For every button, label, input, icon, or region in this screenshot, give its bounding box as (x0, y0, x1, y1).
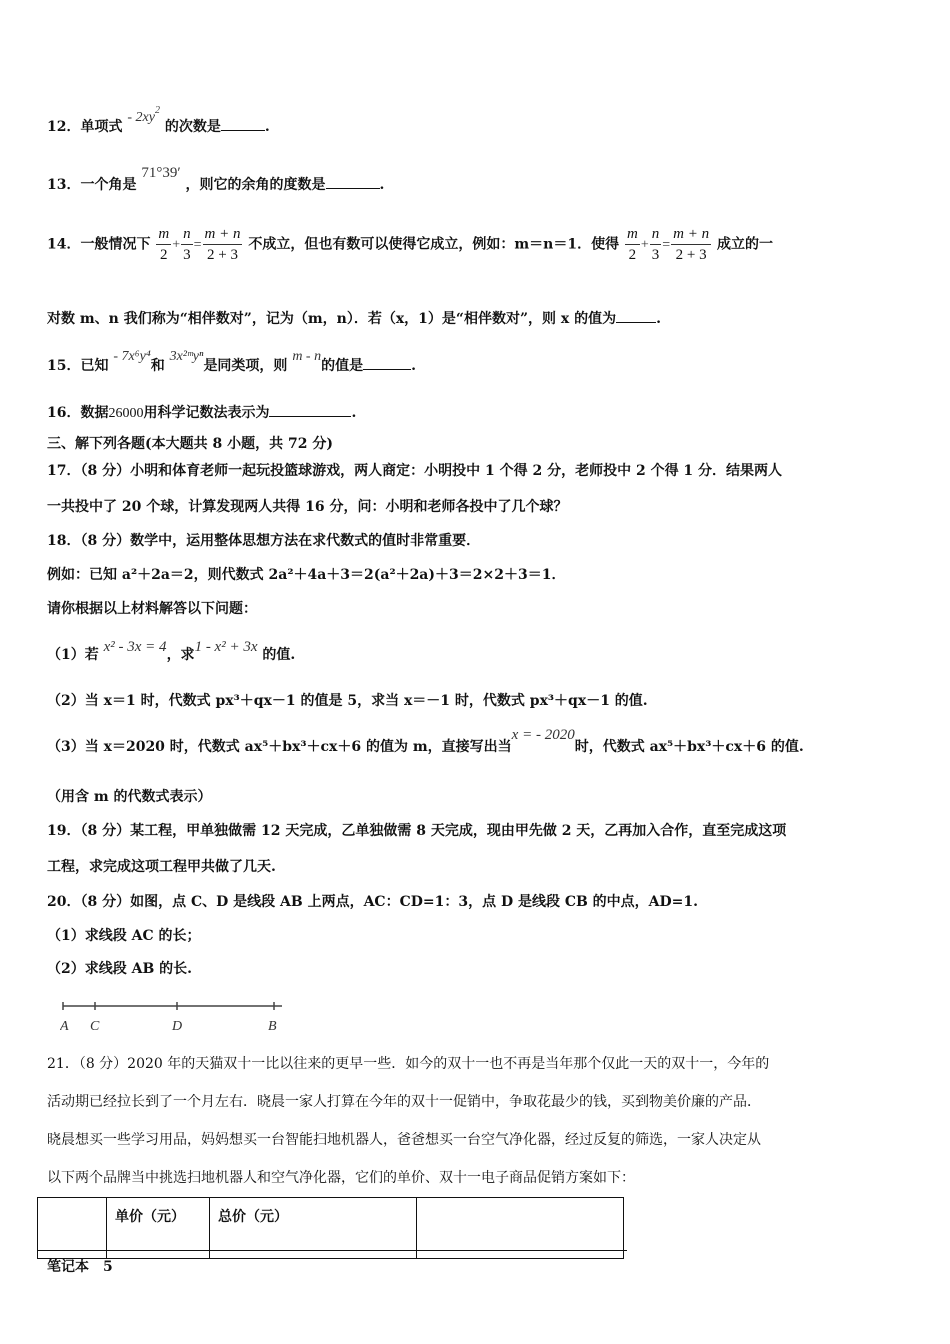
answer-blank (363, 355, 411, 370)
label-a: A (60, 1019, 69, 1034)
question-21-line-2: 活动期已经拉长到了一个月左右．晓晨一家人打算在今年的双十一促销中，争取花最少的钱，买到物美价廉的产品． (47, 1094, 761, 1110)
condition-expression: x = - 2020 (511, 727, 575, 743)
question-18-part-2: （2）当 x＝1 时，代数式 px³＋qx－1 的值是 5，求当 x＝－1 时，代数式 px³＋qx－1 的值. (47, 693, 648, 709)
fraction-n-over-3: $\frac{n}{3}$ (183, 226, 191, 263)
question-21-line-4: 以下两个品牌当中挑选扫地机器人和空气净化器，它们的单价、双十一电子商品促销方案如下： (47, 1170, 635, 1186)
label-c: C (90, 1019, 100, 1034)
table-header-cell: 单价（元） (107, 1198, 210, 1259)
question-18-part-3-note: （用含 m 的代数式表示） (47, 789, 212, 805)
angle-value: 71°39′ (141, 165, 181, 181)
question-20-part-1: （1）求线段 AC 的长； (47, 928, 201, 944)
answer-blank (221, 116, 265, 131)
expression-m-minus-n: m - n (292, 349, 322, 364)
answer-blank (616, 308, 656, 323)
target-expression: 1 - x² + 3x (194, 639, 258, 655)
question-20: 20．（8 分）如图，点 C、D 是线段 AB 上两点，AC：CD=1：3，点 D 是线段 CB 的中点，AD=1. (47, 894, 699, 910)
line-segment-diagram (60, 1000, 285, 1036)
section-3-heading: 三、解下列各题(本大题共 8 小题，共 72 分) (47, 436, 333, 452)
fraction-m-over-2: $\frac{m}{2}$ (158, 226, 170, 263)
monomial-expression: - 2xy (127, 110, 155, 125)
question-12: 12．单项式 - $2xy^2$ 的次数是 . (47, 105, 270, 135)
question-21: 21．（8 分）2020 年的天猫双十一比以往来的更早一些．如今的双十一也不再是当年那个仅此一天的双十一，今年的 (47, 1056, 770, 1072)
question-18-part-3: （3）当 x＝2020 时，代数式 ax⁵＋bx³＋cx＋6 的值为 m，直接写出当x = - 2020时，代数式 ax⁵＋bx³＋cx＋6 的值. (47, 727, 804, 755)
question-14: 14．一般情况下 $\frac{m}{2}$ + $\frac{n}{3}$ = $\frac{m + n}{2 + 3}$ 不成立，但也有数可以使得它成立，例如：m＝n＝1．使得 $\frac{m}{2}$ + $\frac{n}{3}$ = $\frac{m + n}{2 + 3}$ 成立的一 (47, 226, 773, 263)
fraction-sum: $\frac{m + n}{2 + 3}$ (204, 226, 241, 263)
term-2: 3x²ᵐyⁿ (169, 349, 204, 364)
monomial-exponent: 2 (154, 105, 160, 116)
condition-expression: x² - 3x = 4 (103, 639, 167, 655)
fraction-n-over-3: $\frac{n}{3}$ (651, 226, 660, 263)
table-bottom-border (37, 1250, 627, 1251)
table-row-label: 笔记本 5 (47, 1259, 113, 1275)
fraction-m-over-2: $\frac{m}{2}$ (626, 226, 638, 263)
label-d: D (172, 1019, 183, 1034)
question-18-example: 例如：已知 a²＋2a＝2，则代数式 2a²＋4a＋3＝2(a²＋2a)＋3＝2×2＋3＝1． (47, 567, 566, 583)
question-20-part-2: （2）求线段 AB 的长. (47, 961, 193, 977)
question-19: 19．（8 分）某工程，甲单独做需 12 天完成，乙单独做需 8 天完成，现由甲先做 2 天，乙再加入合作，直至完成这项 (47, 823, 787, 839)
answer-blank (326, 174, 380, 189)
question-17: 17．（8 分）小明和体育老师一起玩投篮球游戏，两人商定：小明投中 1 个得 2 分，老师投中 2 个得 1 分．结果两人 (47, 463, 783, 479)
data-number: 26000 (108, 406, 144, 421)
question-17-line-2: 一共投中了 20 个球，计算发现两人共得 16 分，问：小明和老师各投中了几个球？ (47, 499, 568, 515)
question-18: 18．（8 分）数学中，运用整体思想方法在求代数式的值时非常重要． (47, 533, 481, 549)
label-b: B (268, 1019, 277, 1034)
question-18-part-1: （1）若 x² - 3x = 4，求1 - x² + 3x 的值. (47, 639, 296, 663)
question-21-line-3: 晓晨想买一些学习用品，妈妈想买一台智能扫地机器人，爸爸想买一台空气净化器，经过反复的筛选，一家人决定从 (47, 1132, 761, 1148)
term-1: - 7x⁶y⁴ (113, 349, 151, 364)
question-15: 15．已知 - 7x⁶y⁴和 3x²ᵐyⁿ是同类项，则 m - n的值是 . (47, 349, 416, 374)
question-18-instructions: 请你根据以上材料解答以下问题： (47, 601, 257, 617)
answer-blank (269, 402, 351, 417)
question-13: 13．一个角是 71°39′ ，则它的余角的度数是 . (47, 165, 385, 193)
question-16: 16．数据26000用科学记数法表示为 . (47, 402, 356, 424)
question-14-line-2: 对数 m、n 我们称为“相伴数对”，记为（m，n）．若（x，1）是“相伴数对”，则 x 的值为 . (47, 308, 661, 329)
table-header-cell: 总价（元） (210, 1198, 417, 1259)
fraction-sum: $\frac{m + n}{2 + 3}$ (673, 226, 710, 263)
question-19-line-2: 工程，求完成这项工程甲共做了几天. (47, 859, 276, 875)
